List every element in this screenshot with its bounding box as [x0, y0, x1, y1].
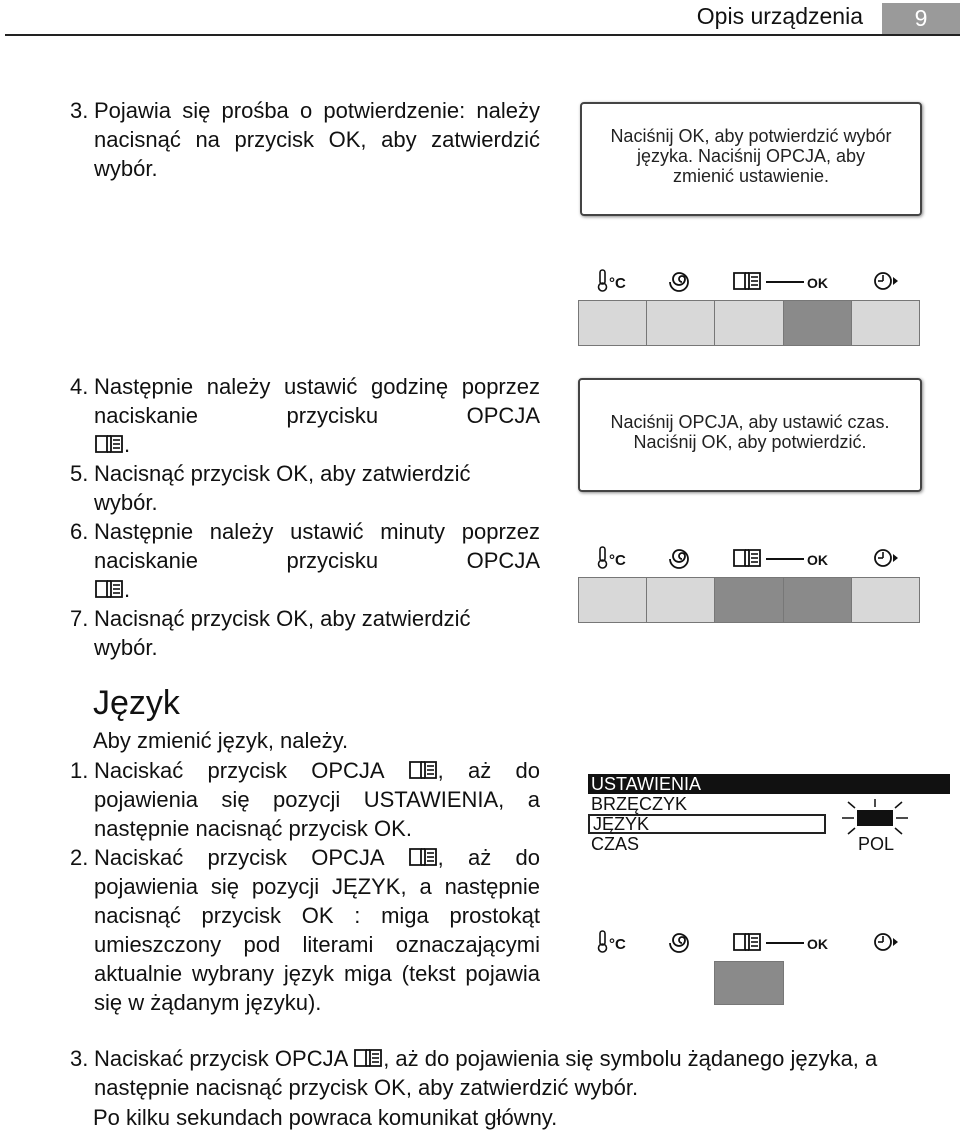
mode-button[interactable] [647, 301, 715, 345]
option-button[interactable] [714, 961, 784, 1005]
menu-item-selected: USTAWIENIA [588, 774, 950, 794]
step-text-b: , aż do pojawienia się pozycji JĘZYK, a następnie nacisnąć przycisk OK : miga prostokąt umieszczony pod literami oznaczającymi aktualnie wybrany język miga (tekst pojawia się w żądanym języku). [94, 845, 540, 1015]
temperature-button[interactable] [579, 301, 647, 345]
button-row [578, 300, 920, 346]
page-number: 9 [882, 3, 960, 34]
panel-icons-row [578, 927, 920, 957]
punctuation: . [124, 432, 131, 457]
step-text [94, 1044, 960, 1102]
language-step-1 [70, 756, 540, 843]
book-icon [353, 1046, 383, 1066]
step-text-b: , aż do pojawienia się symbolu żądanego języka, a następnie nacisnąć przycisk OK, aby zatwierdzić wybór. [94, 1046, 878, 1100]
menu-item: BRZĘCZYK [591, 794, 688, 814]
display-menu [588, 774, 952, 854]
thermometer-icon [599, 547, 607, 568]
step-number: 3. [70, 98, 89, 123]
step-text [94, 843, 540, 1017]
step-text: Nacisnąć przycisk OK, aby zatwierdzić wybór. [94, 461, 471, 515]
book-icon [734, 273, 760, 289]
step-text-a: Naciskać przycisk OPCJA [94, 845, 384, 870]
button-row [578, 577, 920, 623]
control-panel-3 [578, 927, 920, 1005]
option-button[interactable] [715, 301, 783, 345]
step-text-b: , aż do pojawienia się pozycji USTAWIENIA, a następnie nacisnąć przycisk OK. [94, 758, 540, 841]
timer-start-icon [875, 934, 898, 950]
timer-start-icon [875, 273, 898, 289]
step-7 [70, 604, 540, 662]
section-title: Opis urządzenia [696, 3, 863, 29]
display-line: języka. Naciśnij OPCJA, aby [636, 146, 866, 166]
language-code: POL [858, 834, 895, 854]
control-panel-2 [578, 543, 920, 623]
panel-icons-row [578, 543, 920, 573]
step-text: Nacisnąć przycisk OK, aby zatwierdzić wybór. [94, 606, 471, 660]
step-number: 3. [70, 1046, 89, 1071]
control-panel-1 [578, 266, 920, 346]
svg-text:°C: °C [609, 936, 626, 953]
display-set-time [578, 378, 922, 492]
display-line: zmienić ustawienie. [672, 166, 830, 186]
thermometer-icon [599, 270, 607, 291]
temperature-button[interactable] [578, 961, 646, 1005]
menu-item-highlighted: JĘZYK [588, 814, 826, 834]
start-button[interactable] [852, 578, 919, 622]
step-text-a: Naciskać przycisk OPCJA [94, 758, 384, 783]
step-number: 5. [70, 461, 89, 486]
step-number: 1. [70, 758, 89, 783]
book-icon [734, 934, 760, 950]
section-heading-language: Język [93, 684, 180, 722]
punctuation: . [124, 577, 131, 602]
step-text-a: Naciskać przycisk OPCJA [94, 1046, 348, 1071]
step-text [94, 756, 540, 843]
mode-button[interactable] [646, 961, 714, 1005]
footer-note: Po kilku sekundach powraca komunikat główny. [93, 1105, 558, 1130]
svg-text:°C: °C [609, 275, 626, 292]
spiral-icon [670, 550, 688, 568]
temperature-button[interactable] [579, 578, 647, 622]
spiral-icon [670, 273, 688, 291]
ok-button[interactable] [784, 301, 852, 345]
book-icon [408, 845, 438, 865]
language-step-2 [70, 843, 540, 1017]
header-rule [5, 34, 960, 36]
language-step-3 [70, 1044, 960, 1102]
display-confirm-language [580, 102, 922, 216]
step-6 [70, 517, 540, 604]
display-line: Naciśnij OK, aby potwierdzić wybór [610, 126, 892, 146]
blinking-rectangle-icon [840, 796, 910, 836]
book-icon [94, 577, 124, 597]
spiral-icon [670, 934, 688, 952]
timer-start-icon [875, 550, 898, 566]
ok-button[interactable] [784, 578, 852, 622]
button-row [578, 961, 920, 1005]
book-icon [408, 758, 438, 778]
panel-icons-row [578, 266, 920, 296]
ok-button[interactable] [784, 961, 852, 1005]
language-intro: Aby zmienić język, należy. [93, 728, 349, 753]
svg-text:OK: OK [807, 936, 828, 952]
svg-text:°C: °C [609, 552, 626, 569]
step-text: Pojawia się prośba o potwierdzenie: należy nacisnąć na przycisk OK, aby zatwierdzić wybór. [94, 98, 540, 181]
step-text: Następnie należy ustawić minuty poprzez naciskanie przycisku OPCJA [94, 519, 540, 573]
step-number: 4. [70, 374, 89, 399]
step-text: Następnie należy ustawić godzinę poprzez naciskanie przycisku OPCJA [94, 374, 540, 428]
time-steps [70, 372, 540, 662]
option-button[interactable] [715, 578, 783, 622]
svg-text:OK: OK [807, 552, 828, 568]
thermometer-icon [599, 931, 607, 952]
step-5 [70, 459, 540, 517]
menu-item: CZAS [591, 834, 640, 854]
start-button[interactable] [852, 301, 919, 345]
book-icon [734, 550, 760, 566]
svg-text:OK: OK [807, 275, 828, 291]
display-line: Naciśnij OPCJA, aby ustawić czas. [610, 412, 890, 432]
step-3-confirm [70, 96, 540, 183]
display-line: Naciśnij OK, aby potwierdzić. [633, 432, 867, 452]
step-4 [70, 372, 540, 459]
mode-button[interactable] [647, 578, 715, 622]
step-number: 2. [70, 845, 89, 870]
book-icon [94, 432, 124, 452]
step-number: 6. [70, 519, 89, 544]
step-number: 7. [70, 606, 89, 631]
start-button[interactable] [852, 961, 920, 1005]
